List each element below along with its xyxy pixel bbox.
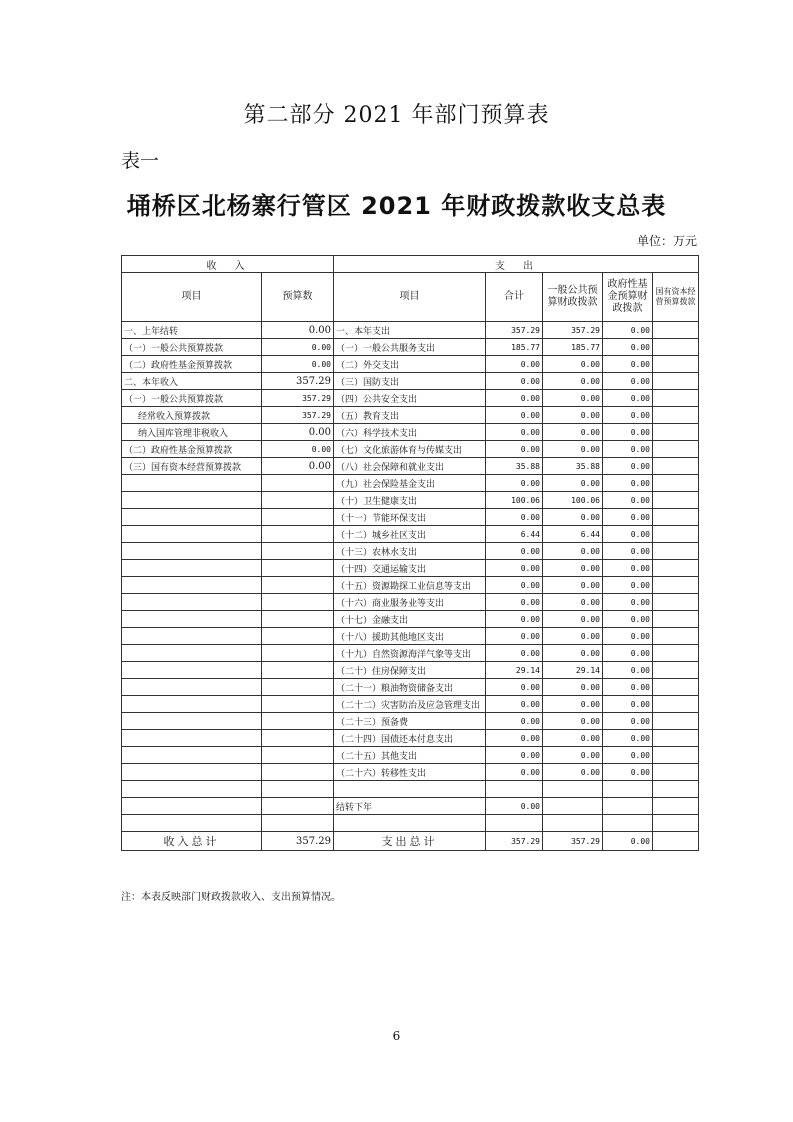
general-budget-cell: 185.77 (543, 339, 603, 356)
income-value-cell (262, 679, 334, 696)
income-item-cell: 纳入国库管理非税收入 (122, 424, 262, 441)
expense-item-cell: （十九）自然资源海洋气象等支出 (334, 645, 486, 662)
expense-item-cell: （二十二）灾害防治及应急管理支出 (334, 696, 486, 713)
expense-total-cell: 0.00 (486, 441, 543, 458)
fund-budget-cell: 0.00 (603, 339, 653, 356)
state-capital-cell (653, 730, 699, 747)
fund-budget-cell: 0.00 (603, 390, 653, 407)
income-value-cell: 0.00 (262, 322, 334, 339)
income-item-cell: （三）国有资本经营预算拨款 (122, 458, 262, 475)
state-capital-cell (653, 713, 699, 730)
general-budget-cell: 0.00 (543, 645, 603, 662)
income-value-cell: 0.00 (262, 441, 334, 458)
state-capital-cell (653, 390, 699, 407)
general-budget-cell: 0.00 (543, 747, 603, 764)
income-value-cell: 0.00 (262, 458, 334, 475)
header-row-2 (122, 273, 699, 322)
state-capital-cell (653, 577, 699, 594)
general-budget-cell: 0.00 (543, 509, 603, 526)
income-value-cell (262, 662, 334, 679)
totals-row (122, 832, 699, 851)
table-row (122, 815, 699, 832)
expense-item-cell: （二）外交支出 (334, 356, 486, 373)
general-budget-header: 一般公共预算财政拨款 (543, 273, 603, 322)
state-capital-cell (653, 339, 699, 356)
income-item-cell: 经常收入预算拨款 (122, 407, 262, 424)
general-budget-cell: 100.06 (543, 492, 603, 509)
income-value-cell (262, 798, 334, 815)
table-row (122, 730, 699, 747)
expense-total-cell: 0.00 (486, 509, 543, 526)
expense-total-cell: 0.00 (486, 764, 543, 781)
expense-item-cell: （十三）农林水支出 (334, 543, 486, 560)
income-value-cell (262, 781, 334, 798)
income-value-cell (262, 543, 334, 560)
general-budget-cell: 0.00 (543, 594, 603, 611)
fund-budget-cell: 0.00 (603, 407, 653, 424)
income-item-cell (122, 611, 262, 628)
income-item-cell (122, 781, 262, 798)
table-row (122, 628, 699, 645)
expense-total-cell: 0.00 (486, 594, 543, 611)
expense-total-cell: 0.00 (486, 730, 543, 747)
income-item-cell: （二）政府性基金预算拨款 (122, 356, 262, 373)
income-value-cell (262, 645, 334, 662)
fund-budget-cell: 0.00 (603, 526, 653, 543)
fund-budget-cell: 0.00 (603, 475, 653, 492)
state-capital-cell (653, 526, 699, 543)
general-budget-cell: 0.00 (543, 390, 603, 407)
expense-item-cell: 结转下年 (334, 798, 486, 815)
expense-item-cell: （八）社会保障和就业支出 (334, 458, 486, 475)
state-capital-cell (653, 798, 699, 815)
table-row (122, 407, 699, 424)
expense-total-label: 支出总计 (334, 832, 486, 851)
table-row (122, 798, 699, 815)
fund-budget-cell: 0.00 (603, 747, 653, 764)
expense-total-cell (486, 815, 543, 832)
fund-budget-cell: 0.00 (603, 373, 653, 390)
expense-item-cell: （十一）节能环保支出 (334, 509, 486, 526)
state-capital-cell (653, 543, 699, 560)
expense-header: 支 出 (334, 256, 699, 273)
table-row (122, 475, 699, 492)
income-item-cell (122, 764, 262, 781)
income-item-cell (122, 475, 262, 492)
state-capital-cell (653, 475, 699, 492)
main-title: 埇桥区北杨寨行管区 2021 年财政拨款收支总表 (126, 192, 667, 220)
expense-total-cell: 0.00 (486, 747, 543, 764)
expense-item-cell: （二十）住房保障支出 (334, 662, 486, 679)
general-budget-cell: 0.00 (543, 679, 603, 696)
general-budget-cell (543, 798, 603, 815)
table-row (122, 543, 699, 560)
table-number: 表一 (121, 150, 160, 172)
income-value-cell (262, 764, 334, 781)
income-item-cell (122, 628, 262, 645)
table-row (122, 492, 699, 509)
income-item-cell (122, 543, 262, 560)
expense-item-cell: 一、本年支出 (334, 322, 486, 339)
table-row (122, 679, 699, 696)
income-item-cell (122, 747, 262, 764)
expense-total-cell: 0.00 (486, 356, 543, 373)
table-row (122, 611, 699, 628)
income-item-header: 项目 (122, 273, 262, 322)
state-capital-cell (653, 492, 699, 509)
table-row (122, 645, 699, 662)
fund-budget-cell: 0.00 (603, 492, 653, 509)
header-row-1 (122, 256, 699, 273)
income-item-cell: （二）政府性基金预算拨款 (122, 441, 262, 458)
fund-budget-cell: 0.00 (603, 679, 653, 696)
unit-label: 单位：万元 (636, 234, 697, 248)
table-note: 注：本表反映部门财政拨款收入、支出预算情况。 (121, 892, 341, 903)
table-row (122, 560, 699, 577)
expense-total-cell: 0.00 (486, 424, 543, 441)
table-row (122, 764, 699, 781)
expense-total-cell (486, 781, 543, 798)
fund-budget-cell: 0.00 (603, 441, 653, 458)
income-value-cell: 0.00 (262, 424, 334, 441)
income-item-cell (122, 713, 262, 730)
income-value-cell (262, 577, 334, 594)
income-item-cell (122, 730, 262, 747)
expense-total-cell: 0.00 (486, 798, 543, 815)
page-number: 6 (392, 1029, 401, 1043)
expense-total-cell: 35.88 (486, 458, 543, 475)
income-value-cell (262, 492, 334, 509)
state-capital-cell (653, 747, 699, 764)
expense-total-cell: 0.00 (486, 628, 543, 645)
general-budget-cell: 0.00 (543, 730, 603, 747)
income-item-cell (122, 815, 262, 832)
income-item-cell: （一）一般公共预算拨款 (122, 339, 262, 356)
general-budget-cell: 0.00 (543, 628, 603, 645)
table-row (122, 594, 699, 611)
expense-total-cell: 185.77 (486, 339, 543, 356)
table-row (122, 424, 699, 441)
table-row (122, 441, 699, 458)
income-item-cell (122, 696, 262, 713)
expense-total-cell: 0.00 (486, 713, 543, 730)
fund-budget-cell: 0.00 (603, 543, 653, 560)
expense-total-cell: 0.00 (486, 696, 543, 713)
general-total-value: 357.29 (543, 832, 603, 851)
fund-total-value: 0.00 (603, 832, 653, 851)
income-item-cell (122, 526, 262, 543)
table-row (122, 356, 699, 373)
expense-item-cell (334, 781, 486, 798)
state-capital-cell (653, 560, 699, 577)
income-item-cell: （一）一般公共预算拨款 (122, 390, 262, 407)
income-total-value: 357.29 (262, 832, 334, 851)
fund-budget-cell: 0.00 (603, 424, 653, 441)
general-budget-cell: 0.00 (543, 696, 603, 713)
table-row (122, 696, 699, 713)
income-item-cell (122, 492, 262, 509)
state-capital-cell (653, 611, 699, 628)
fund-budget-cell: 0.00 (603, 628, 653, 645)
expense-total-cell: 0.00 (486, 679, 543, 696)
general-budget-cell: 0.00 (543, 577, 603, 594)
income-item-cell (122, 509, 262, 526)
income-value-cell (262, 594, 334, 611)
general-budget-cell: 0.00 (543, 356, 603, 373)
general-budget-cell: 0.00 (543, 611, 603, 628)
table-row (122, 526, 699, 543)
income-value-cell (262, 509, 334, 526)
income-value-cell (262, 747, 334, 764)
expense-total-cell: 0.00 (486, 577, 543, 594)
income-value-cell: 0.00 (262, 356, 334, 373)
fund-budget-cell: 0.00 (603, 645, 653, 662)
expense-total-cell: 0.00 (486, 560, 543, 577)
state-capital-cell (653, 356, 699, 373)
expense-total-cell: 0.00 (486, 390, 543, 407)
expense-item-cell (334, 815, 486, 832)
state-capital-cell (653, 407, 699, 424)
state-capital-cell (653, 645, 699, 662)
income-item-cell (122, 577, 262, 594)
state-capital-cell (653, 764, 699, 781)
state-capital-cell (653, 679, 699, 696)
state-capital-header: 国有资本经营预算拨款 (653, 273, 699, 322)
income-header: 收 入 (122, 256, 334, 273)
general-budget-cell: 0.00 (543, 475, 603, 492)
fund-budget-cell: 0.00 (603, 577, 653, 594)
fund-budget-cell: 0.00 (603, 696, 653, 713)
income-value-cell (262, 475, 334, 492)
general-budget-cell: 0.00 (543, 441, 603, 458)
income-budget-header: 预算数 (262, 273, 334, 322)
income-item-cell: 一、上年结转 (122, 322, 262, 339)
expense-item-cell: （十八）援助其他地区支出 (334, 628, 486, 645)
general-budget-cell: 0.00 (543, 713, 603, 730)
income-item-cell (122, 662, 262, 679)
table-row (122, 458, 699, 475)
income-item-cell (122, 560, 262, 577)
general-budget-cell: 6.44 (543, 526, 603, 543)
expense-item-cell: （二十六）转移性支出 (334, 764, 486, 781)
general-budget-cell: 35.88 (543, 458, 603, 475)
general-budget-cell: 0.00 (543, 373, 603, 390)
income-item-cell (122, 679, 262, 696)
fund-budget-cell: 0.00 (603, 560, 653, 577)
fund-budget-cell: 0.00 (603, 356, 653, 373)
expense-item-cell: （七）文化旅游体育与传媒支出 (334, 441, 486, 458)
fund-budget-cell: 0.00 (603, 509, 653, 526)
expense-item-cell: （二十五）其他支出 (334, 747, 486, 764)
general-budget-cell: 357.29 (543, 322, 603, 339)
expense-total-value: 357.29 (486, 832, 543, 851)
table-row (122, 390, 699, 407)
state-capital-cell (653, 815, 699, 832)
fund-budget-cell: 0.00 (603, 594, 653, 611)
fund-budget-cell: 0.00 (603, 322, 653, 339)
state-capital-cell (653, 441, 699, 458)
table-row (122, 373, 699, 390)
income-value-cell (262, 611, 334, 628)
table-row (122, 577, 699, 594)
income-value-cell (262, 526, 334, 543)
table-row (122, 662, 699, 679)
general-budget-cell (543, 781, 603, 798)
expense-item-cell: （一）一般公共服务支出 (334, 339, 486, 356)
table-row (122, 781, 699, 798)
income-value-cell: 357.29 (262, 407, 334, 424)
income-value-cell (262, 696, 334, 713)
expense-item-cell: （十四）交通运输支出 (334, 560, 486, 577)
fund-budget-header: 政府性基金预算财政拨款 (603, 273, 653, 322)
expense-total-cell: 0.00 (486, 543, 543, 560)
expense-total-cell: 357.29 (486, 322, 543, 339)
income-item-cell (122, 798, 262, 815)
state-capital-cell (653, 373, 699, 390)
expense-item-cell: （二十三）预备费 (334, 713, 486, 730)
expense-item-cell: （三）国防支出 (334, 373, 486, 390)
expense-item-cell: （九）社会保险基金支出 (334, 475, 486, 492)
state-capital-cell (653, 594, 699, 611)
fund-budget-cell: 0.00 (603, 458, 653, 475)
expense-item-cell: （十六）商业服务业等支出 (334, 594, 486, 611)
fund-budget-cell (603, 815, 653, 832)
budget-table (121, 255, 699, 851)
income-value-cell (262, 713, 334, 730)
expense-total-header: 合计 (486, 273, 543, 322)
table-row (122, 339, 699, 356)
income-value-cell: 0.00 (262, 339, 334, 356)
state-capital-cell (653, 509, 699, 526)
expense-item-cell: （十七）金融支出 (334, 611, 486, 628)
fund-budget-cell: 0.00 (603, 713, 653, 730)
general-budget-cell: 0.00 (543, 543, 603, 560)
state-capital-cell (653, 628, 699, 645)
expense-item-cell: （二十一）粮油物资储备支出 (334, 679, 486, 696)
general-budget-cell: 0.00 (543, 764, 603, 781)
expense-total-cell: 100.06 (486, 492, 543, 509)
expense-item-cell: （十二）城乡社区支出 (334, 526, 486, 543)
state-capital-cell (653, 696, 699, 713)
state-capital-cell (653, 458, 699, 475)
general-budget-cell (543, 815, 603, 832)
fund-budget-cell: 0.00 (603, 730, 653, 747)
table-row (122, 747, 699, 764)
fund-budget-cell (603, 798, 653, 815)
state-total-value (653, 832, 699, 851)
general-budget-cell: 29.14 (543, 662, 603, 679)
income-total-label: 收入总计 (122, 832, 262, 851)
expense-total-cell: 29.14 (486, 662, 543, 679)
income-value-cell: 357.29 (262, 373, 334, 390)
income-value-cell (262, 628, 334, 645)
general-budget-cell: 0.00 (543, 560, 603, 577)
fund-budget-cell: 0.00 (603, 662, 653, 679)
expense-total-cell: 0.00 (486, 475, 543, 492)
table-row (122, 509, 699, 526)
general-budget-cell: 0.00 (543, 407, 603, 424)
expense-item-cell: （十）卫生健康支出 (334, 492, 486, 509)
income-item-cell: 二、本年收入 (122, 373, 262, 390)
expense-item-cell: （六）科学技术支出 (334, 424, 486, 441)
income-value-cell (262, 560, 334, 577)
expense-item-cell: （五）教育支出 (334, 407, 486, 424)
expense-total-cell: 0.00 (486, 611, 543, 628)
state-capital-cell (653, 424, 699, 441)
part-title: 第二部分 2021 年部门预算表 (243, 103, 550, 128)
expense-total-cell: 0.00 (486, 373, 543, 390)
state-capital-cell (653, 781, 699, 798)
expense-total-cell: 6.44 (486, 526, 543, 543)
income-value-cell (262, 730, 334, 747)
expense-item-cell: （二十四）国债还本付息支出 (334, 730, 486, 747)
table-row (122, 713, 699, 730)
table-row (122, 322, 699, 339)
income-item-cell (122, 594, 262, 611)
income-value-cell: 357.29 (262, 390, 334, 407)
state-capital-cell (653, 322, 699, 339)
income-value-cell (262, 815, 334, 832)
fund-budget-cell (603, 781, 653, 798)
expense-item-header: 项目 (334, 273, 486, 322)
fund-budget-cell: 0.00 (603, 764, 653, 781)
state-capital-cell (653, 662, 699, 679)
expense-item-cell: （四）公共安全支出 (334, 390, 486, 407)
expense-total-cell: 0.00 (486, 645, 543, 662)
fund-budget-cell: 0.00 (603, 611, 653, 628)
general-budget-cell: 0.00 (543, 424, 603, 441)
expense-item-cell: （十五）资源勘探工业信息等支出 (334, 577, 486, 594)
expense-total-cell: 0.00 (486, 407, 543, 424)
income-item-cell (122, 645, 262, 662)
